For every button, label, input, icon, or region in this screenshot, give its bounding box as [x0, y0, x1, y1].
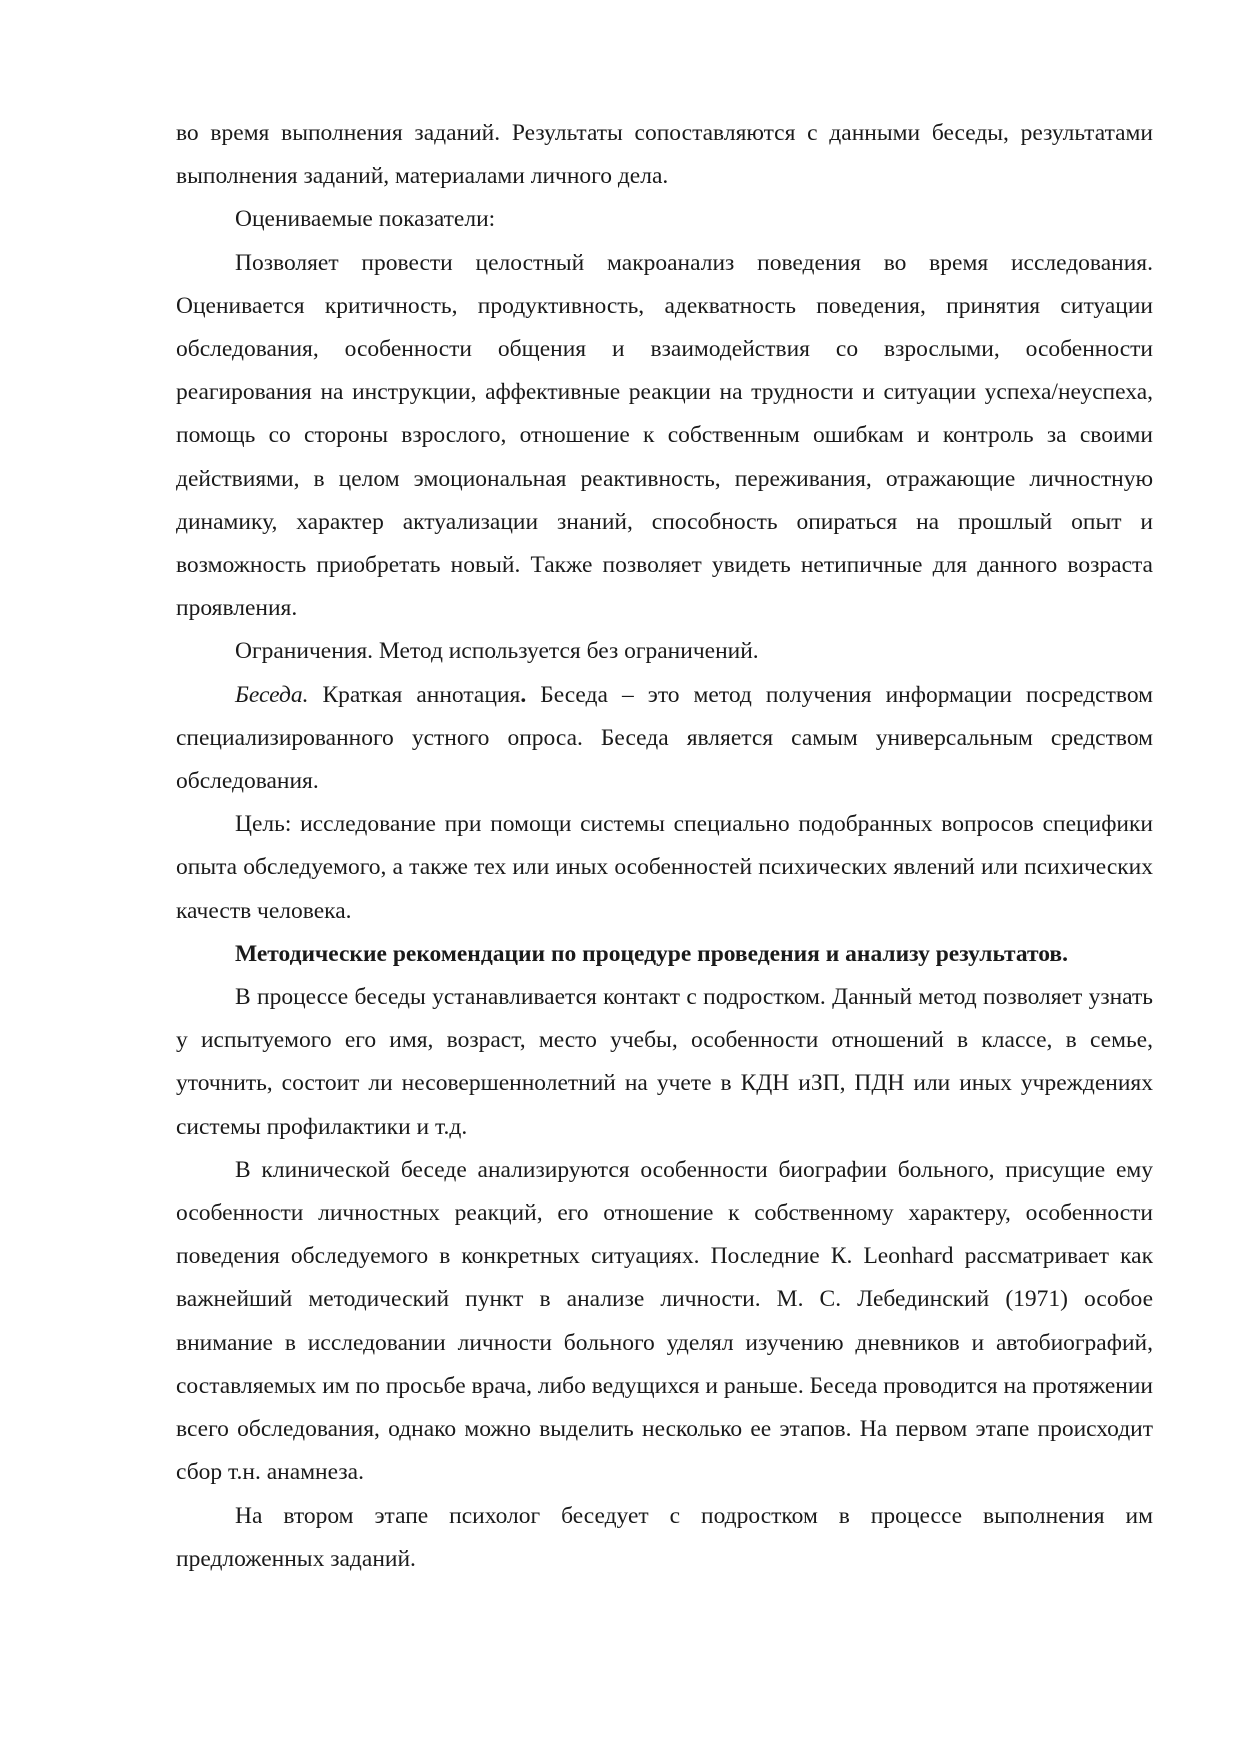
paragraph-continuation: во время выполнения заданий. Результаты сопоставляются с данными беседы, результатами выполнения заданий, материалами личного дела. [176, 120, 1153, 190]
paragraph-evaluated-indicators: Оцениваемые показатели: [235, 206, 496, 233]
paragraph-goal: Цель: исследование при помощи системы специально подобранных вопросов специфики опыта обследуемого, а также тех или иных особенностей психических явлений или психических качеств человека. [176, 811, 1153, 924]
paragraph-second-stage: На втором этапе психолог беседует с подростком в процессе выполнения им предложенных заданий. [176, 1502, 1153, 1572]
section-heading: Методические рекомендации по процедуре проведения и анализу результатов. [235, 940, 1068, 967]
paragraph-macroanalysis: Позволяет провести целостный макроанализ поведения во время исследования. Оценивается критичность, продуктивность, адекватность поведения, принятия ситуации обследования, особенности общения и взаимодействия со взрослыми, особенности реагирования на инструкции, аффективные реакции на трудности и ситуации успеха/неуспеха, помощь со стороны взрослого, отношение к собственным ошибкам и контроль за своими действиями, в целом эмоциональная реактивность, переживания, отражающие личностную динамику, характер актуализации знаний, способность опираться на прошлый опыт и возможность приобретать новый. Также позволяет увидеть нетипичные для данного возраста проявления. [176, 249, 1153, 622]
paragraph-contact: В процессе беседы устанавливается контакт с подростком. Данный метод позволяет узнать у испытуемого его имя, возраст, место учебы, особенности отношений в классе, в семье, уточнить, состоит ли несовершеннолетний на учете в КДН иЗП, ПДН или иных учреждениях системы профилактики и т.д. [176, 984, 1153, 1140]
paragraph-conversation-annotation [176, 674, 1153, 804]
annotation-label: Краткая аннотация [308, 681, 521, 708]
paragraph-limitations: Ограничения. Метод используется без ограничений. [235, 638, 759, 665]
term-conversation: Беседа. [235, 681, 309, 708]
document-page [176, 112, 1153, 1581]
annotation-dot: . [520, 681, 527, 708]
paragraph-clinical-conversation: В клинической беседе анализируются особенности биографии больного, присущие ему особенности личностных реакций, его отношение к собственному характеру, особенности поведения обследуемого в конкретных ситуациях. Последние К. Leonhard рассматривает как важнейший методический пункт в анализе личности. М. С. Лебединский (1971) особое внимание в исследовании личности больного уделял изучению дневников и автобиографий, составляемых им по просьбе врача, либо ведущихся и раньше. Беседа проводится на протяжении всего обследования, однако можно выделить несколько ее этапов. На первом этапе происходит сбор т.н. анамнеза. [176, 1156, 1153, 1486]
annotation-text: Беседа – это метод получения информации посредством специализированного устного опроса. Беседа является самым универсальным средством обследования. [176, 681, 1153, 795]
